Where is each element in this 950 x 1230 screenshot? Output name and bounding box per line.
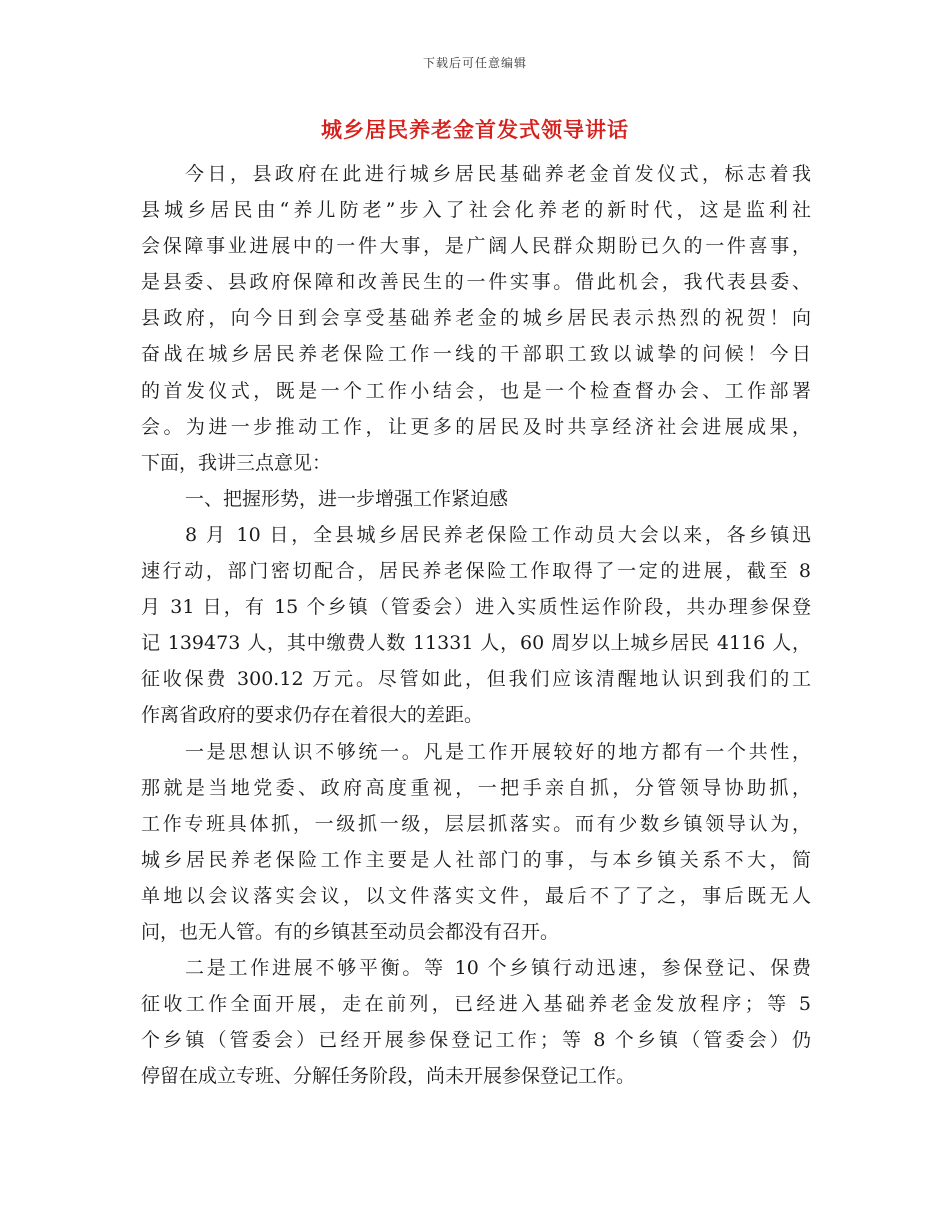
text-line: 二是工作进展不够平衡。等 10 个乡镇行动迅速，参保登记、保费 xyxy=(185,957,811,980)
text-line: 是县委、县政府保障和改善民生的一件实事。借此机会，我代表县委、 xyxy=(141,271,811,294)
text-line: 个乡镇（管委会）已经开展参保登记工作；等 8 个乡镇（管委会）仍 xyxy=(141,1029,811,1052)
text-line: 会。为进一步推动工作，让更多的居民及时共享经济社会进展成果， xyxy=(141,415,811,438)
text-line: 征收保费 300.12 万元。尽管如此，但我们应该清醒地认识到我们的工 xyxy=(141,668,811,691)
text-line: 问，也无人管。有的乡镇甚至动员会都没有召开。 xyxy=(141,920,560,943)
document-title: 城乡居民养老金首发式领导讲话 xyxy=(321,117,629,142)
text-line: 一、把握形势，进一步增强工作紧迫感 xyxy=(185,487,509,510)
text-line: 工作专班具体抓，一级抓一级，层层抓落实。而有少数乡镇领导认为， xyxy=(141,812,811,835)
text-line: 的首发仪式，既是一个工作小结会，也是一个检查督办会、工作部署 xyxy=(141,379,811,402)
text-line: 速行动，部门密切配合，居民养老保险工作取得了一定的进展，截至 8 xyxy=(141,560,811,583)
text-line: 一是思想认识不够统一。凡是工作开展较好的地方都有一个共性， xyxy=(185,740,811,763)
document-body xyxy=(141,156,811,1094)
text-line: 下面，我讲三点意见： xyxy=(141,451,332,474)
text-line: 征收工作全面开展，走在前列，已经进入基础养老金发放程序；等 5 xyxy=(141,993,811,1016)
text-line: 县政府，向今日到会享受基础养老金的城乡居民表示热烈的祝贺！向 xyxy=(141,307,811,330)
text-line: 那就是当地党委、政府高度重视，一把手亲自抓，分管领导协助抓， xyxy=(141,776,811,799)
header-note: 下载后可任意编辑 xyxy=(422,56,527,70)
text-line: 会保障事业进展中的一件大事，是广阔人民群众期盼已久的一件喜事， xyxy=(141,235,811,258)
text-line: 城乡居民养老保险工作主要是人社部门的事，与本乡镇关系不大，简 xyxy=(141,848,811,871)
text-line: 今日，县政府在此进行城乡居民基础养老金首发仪式，标志着我 xyxy=(185,163,811,185)
text-line: 停留在成立专班、分解任务阶段，尚未开展参保登记工作。 xyxy=(141,1065,636,1088)
text-line: 单地以会议落实会议，以文件落实文件，最后不了了之，事后既无人 xyxy=(141,884,811,907)
text-line: 县城乡居民由“养儿防老”步入了社会化养老的新时代，这是监利社 xyxy=(141,199,811,222)
text-line: 月 31 日，有 15 个乡镇（管委会）进入实质性运作阶段，共办理参保登 xyxy=(141,596,811,619)
text-line: 奋战在城乡居民养老保险工作一线的干部职工致以诚挚的问候！今日 xyxy=(141,343,811,366)
text-line: 记 139473 人，其中缴费人数 11331 人，60 周岁以上城乡居民 4116 人， xyxy=(141,632,811,655)
text-line: 作离省政府的要求仍存在着很大的差距。 xyxy=(141,704,484,727)
text-line: 8 月 10 日，全县城乡居民养老保险工作动员大会以来，各乡镇迅 xyxy=(185,523,811,546)
